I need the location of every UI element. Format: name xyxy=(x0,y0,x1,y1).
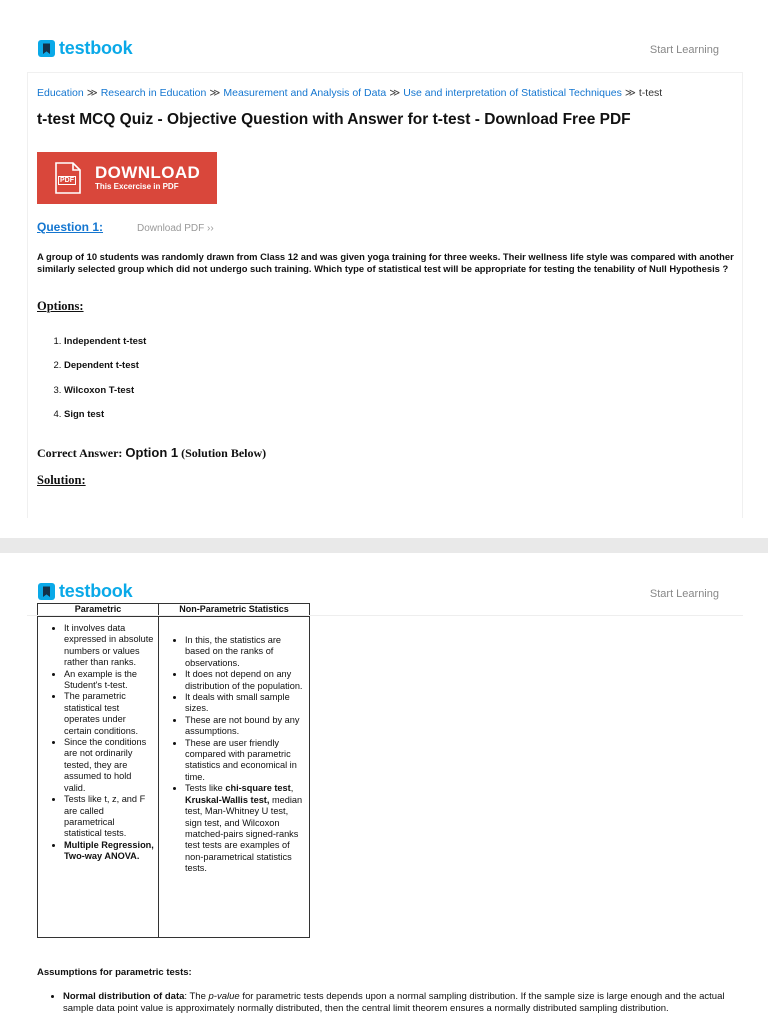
table-header-nonparametric: Non-Parametric Statistics xyxy=(159,604,310,617)
comparison-table xyxy=(37,603,310,938)
option-item: 2. Dependent t-test xyxy=(64,360,146,384)
assumptions-list xyxy=(37,991,753,1014)
list-item: • It deals with small sample sizes. xyxy=(185,692,306,715)
breadcrumb-current: t-test xyxy=(638,87,663,99)
page-header xyxy=(0,0,768,72)
page-title: t-test MCQ Quiz - Objective Question with Answer for t-test - Download Free PDF xyxy=(37,111,631,128)
options-heading: Options: xyxy=(37,299,84,313)
download-banner-text xyxy=(95,164,200,192)
start-learning-link[interactable]: Start Learning xyxy=(649,588,719,600)
bookmark-icon xyxy=(38,40,55,57)
list-item: • The parametric statistical test operates under certain conditions. xyxy=(64,691,154,737)
breadcrumb-separator: ≫ xyxy=(86,87,98,99)
nonparametric-list xyxy=(159,617,309,875)
brand-name: testbook xyxy=(59,38,133,58)
correct-option: Option 1 xyxy=(125,445,179,460)
question-label[interactable]: Question 1: xyxy=(37,220,104,234)
parametric-list xyxy=(38,617,158,863)
start-learning-link[interactable]: Start Learning xyxy=(649,44,719,56)
breadcrumb-separator: ≫ xyxy=(624,87,636,99)
options-list xyxy=(37,336,146,434)
breadcrumb-separator: ≫ xyxy=(209,87,221,99)
breadcrumb xyxy=(37,87,662,99)
option-item: 3. Wilcoxon T-test xyxy=(64,385,146,409)
header-divider xyxy=(27,615,743,616)
breadcrumb-research-in-education[interactable]: Research in Education xyxy=(100,87,207,99)
download-pdf-link[interactable]: Download PDF ›› xyxy=(137,223,214,234)
bookmark-icon xyxy=(38,583,55,600)
list-item: • These are user friendly compared with parametric statistics and economical in time. xyxy=(185,738,306,784)
list-item: • Tests like chi-square test, Kruskal-Wallis test, median test, Man-Whitney U test, sign test, and Wilcoxon matched-pairs signed-ranks test tests are examples of non-parametrical statistics tests. xyxy=(185,783,306,874)
list-item: • It involves data expressed in absolute numbers or values rather than ranks. xyxy=(64,623,154,669)
download-pdf-banner[interactable] xyxy=(37,152,217,204)
solution-heading: Solution: xyxy=(37,473,86,487)
list-item: • Tests like t, z, and F are called parametrical statistical tests. xyxy=(64,794,154,840)
pdf-file-icon xyxy=(55,162,81,194)
download-banner-title: DOWNLOAD xyxy=(95,163,201,182)
testbook-logo[interactable] xyxy=(38,38,132,59)
breadcrumb-measurement[interactable]: Measurement and Analysis of Data xyxy=(223,87,387,99)
list-item: • Normal distribution of data: The p-value for parametric tests depends upon a normal sampling distribution. If the sample size is large enough and the actual sample data point value is approximately normally distributed, then the central limit theorem ensures a normally distributed sampling distribution. xyxy=(63,991,753,1014)
breadcrumb-statistical-techniques[interactable]: Use and interpretation of Statistical Techniques xyxy=(403,87,622,99)
list-item: • An example is the Student's t-test. xyxy=(64,669,154,692)
list-item: • Since the conditions are not ordinarily tested, they are assumed to hold valid. xyxy=(64,737,154,794)
option-item: 1. Independent t-test xyxy=(64,336,146,360)
parametric-cell xyxy=(38,617,159,938)
question-text: A group of 10 students was randomly drawn from Class 12 and was given yoga training for three weeks. Their wellness life style was compared with another similarly selected group which did not undergo such training. Which type of statistical test will be appropriate for testing the tenability of Null Hypothesis ? xyxy=(37,251,734,274)
nonparametric-cell xyxy=(159,617,310,938)
list-item: • In this, the statistics are based on the ranks of observations. xyxy=(185,635,306,669)
list-item: • Multiple Regression, Two-way ANOVA. xyxy=(64,840,154,863)
pdf-page-2 xyxy=(0,553,768,1024)
pdf-icon-label: PDF xyxy=(60,177,74,184)
assumptions-heading: Assumptions for parametric tests: xyxy=(37,967,192,978)
list-item: • It does not depend on any distribution of the population. xyxy=(185,669,306,692)
correct-answer: Correct Answer: Option 1 (Solution Below) xyxy=(37,445,267,460)
breadcrumb-education[interactable]: Education xyxy=(37,87,84,99)
breadcrumb-separator: ≫ xyxy=(389,87,401,99)
brand-name: testbook xyxy=(59,581,133,601)
option-item: 4. Sign test xyxy=(64,409,146,433)
table-header-parametric: Parametric xyxy=(38,604,159,617)
testbook-logo[interactable] xyxy=(38,581,132,602)
download-banner-subtitle: This Excercise in PDF xyxy=(95,182,179,191)
list-item: • These are not bound by any assumptions. xyxy=(185,715,306,738)
